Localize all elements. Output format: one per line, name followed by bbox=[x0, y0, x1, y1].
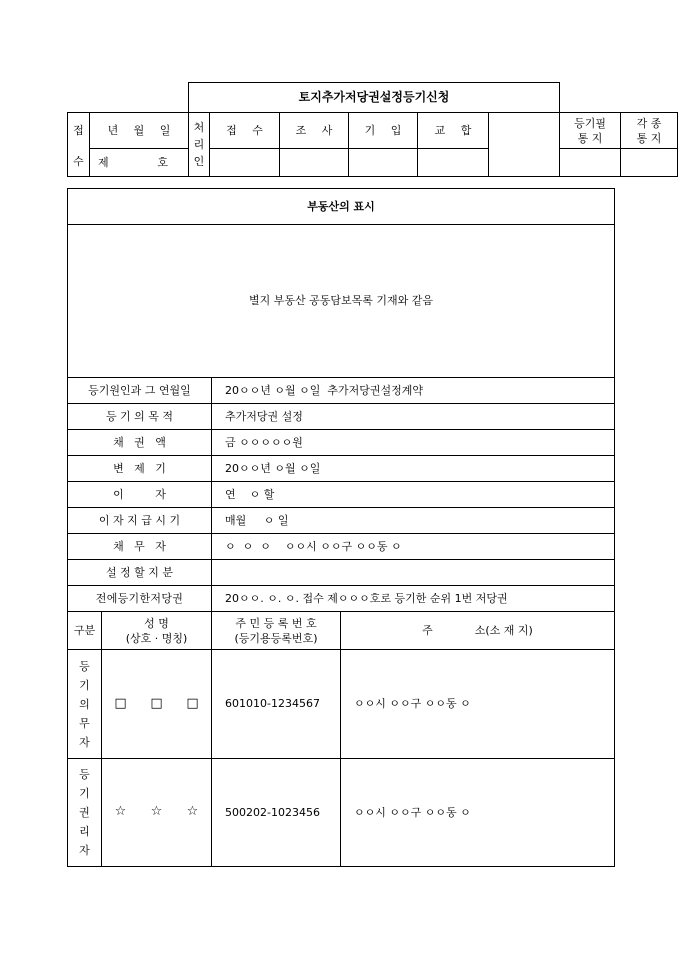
step-review: 조 사 bbox=[280, 113, 349, 149]
field-label-cause-date: 등기원인과 그 연월일 bbox=[68, 378, 212, 404]
various-notice-cell bbox=[621, 149, 678, 177]
date-label: 년 월 일 bbox=[90, 113, 189, 149]
step-entry: 기 입 bbox=[349, 113, 418, 149]
field-value-cause-date: 20ㅇㅇ년 ㅇ월 ㅇ일 추가저당권설정계약 bbox=[212, 378, 615, 404]
completion-notice-cell bbox=[560, 149, 621, 177]
party-address-obligee: ㅇㅇ시 ㅇㅇ구 ㅇㅇ동 ㅇ bbox=[341, 759, 615, 867]
name-mark: □ bbox=[150, 695, 163, 711]
field-value-due-date: 20ㅇㅇ년 ㅇ월 ㅇ일 bbox=[212, 456, 615, 482]
field-label-share: 설 정 할 지 분 bbox=[68, 560, 212, 586]
receipt-label-bottom: 수 bbox=[68, 149, 90, 177]
field-value-purpose: 추가저당권 설정 bbox=[212, 404, 615, 430]
party-row-obligee bbox=[68, 759, 615, 867]
field-value-interest-payment: 매월 ㅇ 일 bbox=[212, 508, 615, 534]
field-label-due-date: 변 제 기 bbox=[68, 456, 212, 482]
party-role-obligee: 등 기 권 리 자 bbox=[68, 759, 102, 867]
party-row-obligor bbox=[68, 650, 615, 759]
various-notice-label: 각 종 통 지 bbox=[621, 113, 678, 149]
party-id-obligee: 500202-1023456 bbox=[212, 759, 341, 867]
receipt-header-table bbox=[67, 82, 678, 177]
parties-header-id: 주 민 등 록 번 호 (등기용등록번호) bbox=[212, 612, 341, 650]
parties-header-address: 주 소(소 재 지) bbox=[341, 612, 615, 650]
step-check: 교 합 bbox=[418, 113, 489, 149]
step-receipt: 접 수 bbox=[210, 113, 280, 149]
notice-empty-cell bbox=[489, 113, 560, 177]
party-name-obligee bbox=[102, 759, 212, 867]
parties-header-name: 성 명 (상호 · 명칭) bbox=[102, 612, 212, 650]
party-name-obligor bbox=[102, 650, 212, 759]
name-mark: □ bbox=[114, 695, 127, 711]
form-title: 토지추가저당권설정등기신청 bbox=[298, 90, 450, 104]
name-mark: ☆ bbox=[150, 804, 163, 820]
number-label-suffix: 호 bbox=[157, 155, 168, 169]
processor-label: 처 리 인 bbox=[189, 113, 210, 177]
field-label-debtor: 채 무 자 bbox=[68, 534, 212, 560]
parties-header-category: 구분 bbox=[68, 612, 102, 650]
property-description: 별지 부동산 공동담보목록 기재와 같음 bbox=[68, 225, 615, 378]
number-label-prefix: 제 bbox=[98, 155, 109, 169]
step-entry-cell bbox=[349, 149, 418, 177]
party-role-obligor: 등 기 의 무 자 bbox=[68, 650, 102, 759]
step-check-cell bbox=[418, 149, 489, 177]
field-label-interest: 이 자 bbox=[68, 482, 212, 508]
receipt-label-top: 접 bbox=[68, 113, 90, 149]
name-mark: ☆ bbox=[114, 804, 127, 820]
field-value-prior-mortgage: 20ㅇㅇ. ㅇ. ㅇ. 접수 제ㅇㅇㅇ호로 등기한 순위 1번 저당권 bbox=[212, 586, 615, 612]
field-value-interest: 연 ㅇ 할 bbox=[212, 482, 615, 508]
field-label-purpose: 등 기 의 목 적 bbox=[68, 404, 212, 430]
property-heading: 부동산의 표시 bbox=[68, 189, 615, 225]
party-id-obligor: 601010-1234567 bbox=[212, 650, 341, 759]
party-address-obligor: ㅇㅇ시 ㅇㅇ구 ㅇㅇ동 ㅇ bbox=[341, 650, 615, 759]
main-form-table bbox=[67, 188, 615, 867]
field-value-claim-amount: 금 ㅇㅇㅇㅇㅇ원 bbox=[212, 430, 615, 456]
number-cell bbox=[90, 149, 189, 177]
completion-notice-label: 등기필 통 지 bbox=[560, 113, 621, 149]
field-value-debtor: ㅇ ㅇ ㅇ ㅇㅇ시 ㅇㅇ구 ㅇㅇ동 ㅇ bbox=[212, 534, 615, 560]
field-label-claim-amount: 채 권 액 bbox=[68, 430, 212, 456]
name-mark: □ bbox=[186, 695, 199, 711]
name-mark: ☆ bbox=[186, 804, 199, 820]
step-receipt-cell bbox=[210, 149, 280, 177]
field-value-share bbox=[212, 560, 615, 586]
step-review-cell bbox=[280, 149, 349, 177]
field-label-interest-payment: 이 자 지 급 시 기 bbox=[68, 508, 212, 534]
field-label-prior-mortgage: 전에등기한저당권 bbox=[68, 586, 212, 612]
